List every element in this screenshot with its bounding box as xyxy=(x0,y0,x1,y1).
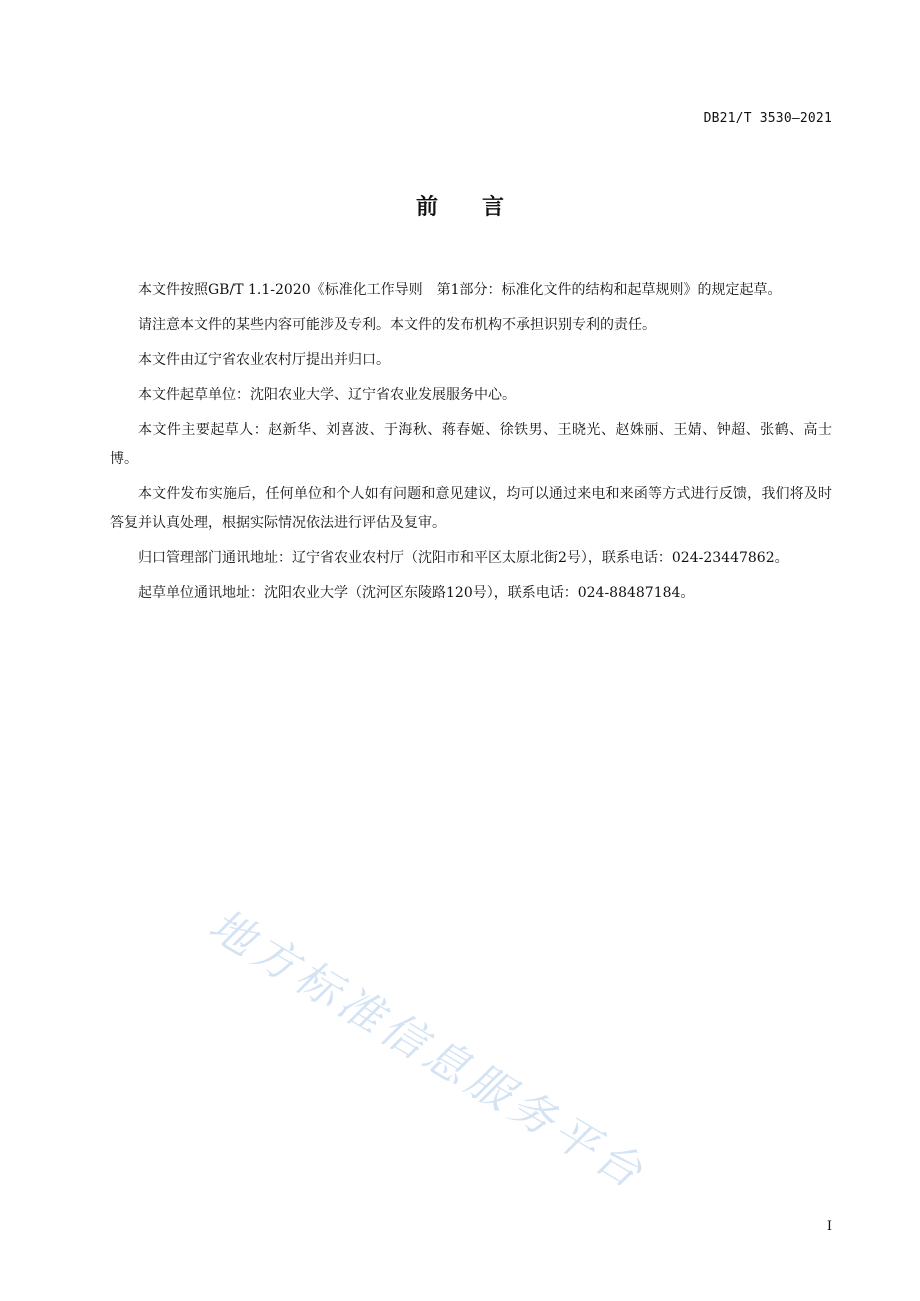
paragraph-management-address: 归口管理部门通讯地址：辽宁省农业农村厅（沈阳市和平区太原北街2号），联系电话：024-23447862。 xyxy=(138,550,789,566)
paragraph-feedback: 本文件发布实施后，任何单位和个人如有问题和意见建议，均可以通过来电和来函等方式进行反馈，我们将及时答复并认真处理，根据实际情况依法进行评估及复审。 xyxy=(110,486,832,531)
document-code: DB21/T 3530—2021 xyxy=(703,111,832,126)
paragraph-patent-notice: 请注意本文件的某些内容可能涉及专利。本文件的发布机构不承担识别专利的责任。 xyxy=(138,317,656,333)
paragraph-drafting-address: 起草单位通讯地址：沈阳农业大学（沈河区东陵路120号），联系电话：024-88487184。 xyxy=(138,585,695,601)
paragraph-drafting-units: 本文件起草单位：沈阳农业大学、辽宁省农业发展服务中心。 xyxy=(138,387,516,403)
watermark-text: 地方标准信息服务平台 xyxy=(200,899,655,1201)
foreword-body xyxy=(110,276,832,614)
page-title: 前言 xyxy=(415,195,548,220)
paragraph-drafting-rules: 本文件按照GB/T 1.1-2020《标准化工作导则 第1部分：标准化文件的结构和起草规则》的规定起草。 xyxy=(138,282,782,298)
page-number: I xyxy=(826,1219,832,1234)
paragraph-drafters: 本文件主要起草人：赵新华、刘喜波、于海秋、蒋春姬、徐铁男、王晓光、赵姝丽、王婧、钟超、张鹤、高士博。 xyxy=(110,422,832,467)
paragraph-proposer: 本文件由辽宁省农业农村厅提出并归口。 xyxy=(138,352,390,368)
